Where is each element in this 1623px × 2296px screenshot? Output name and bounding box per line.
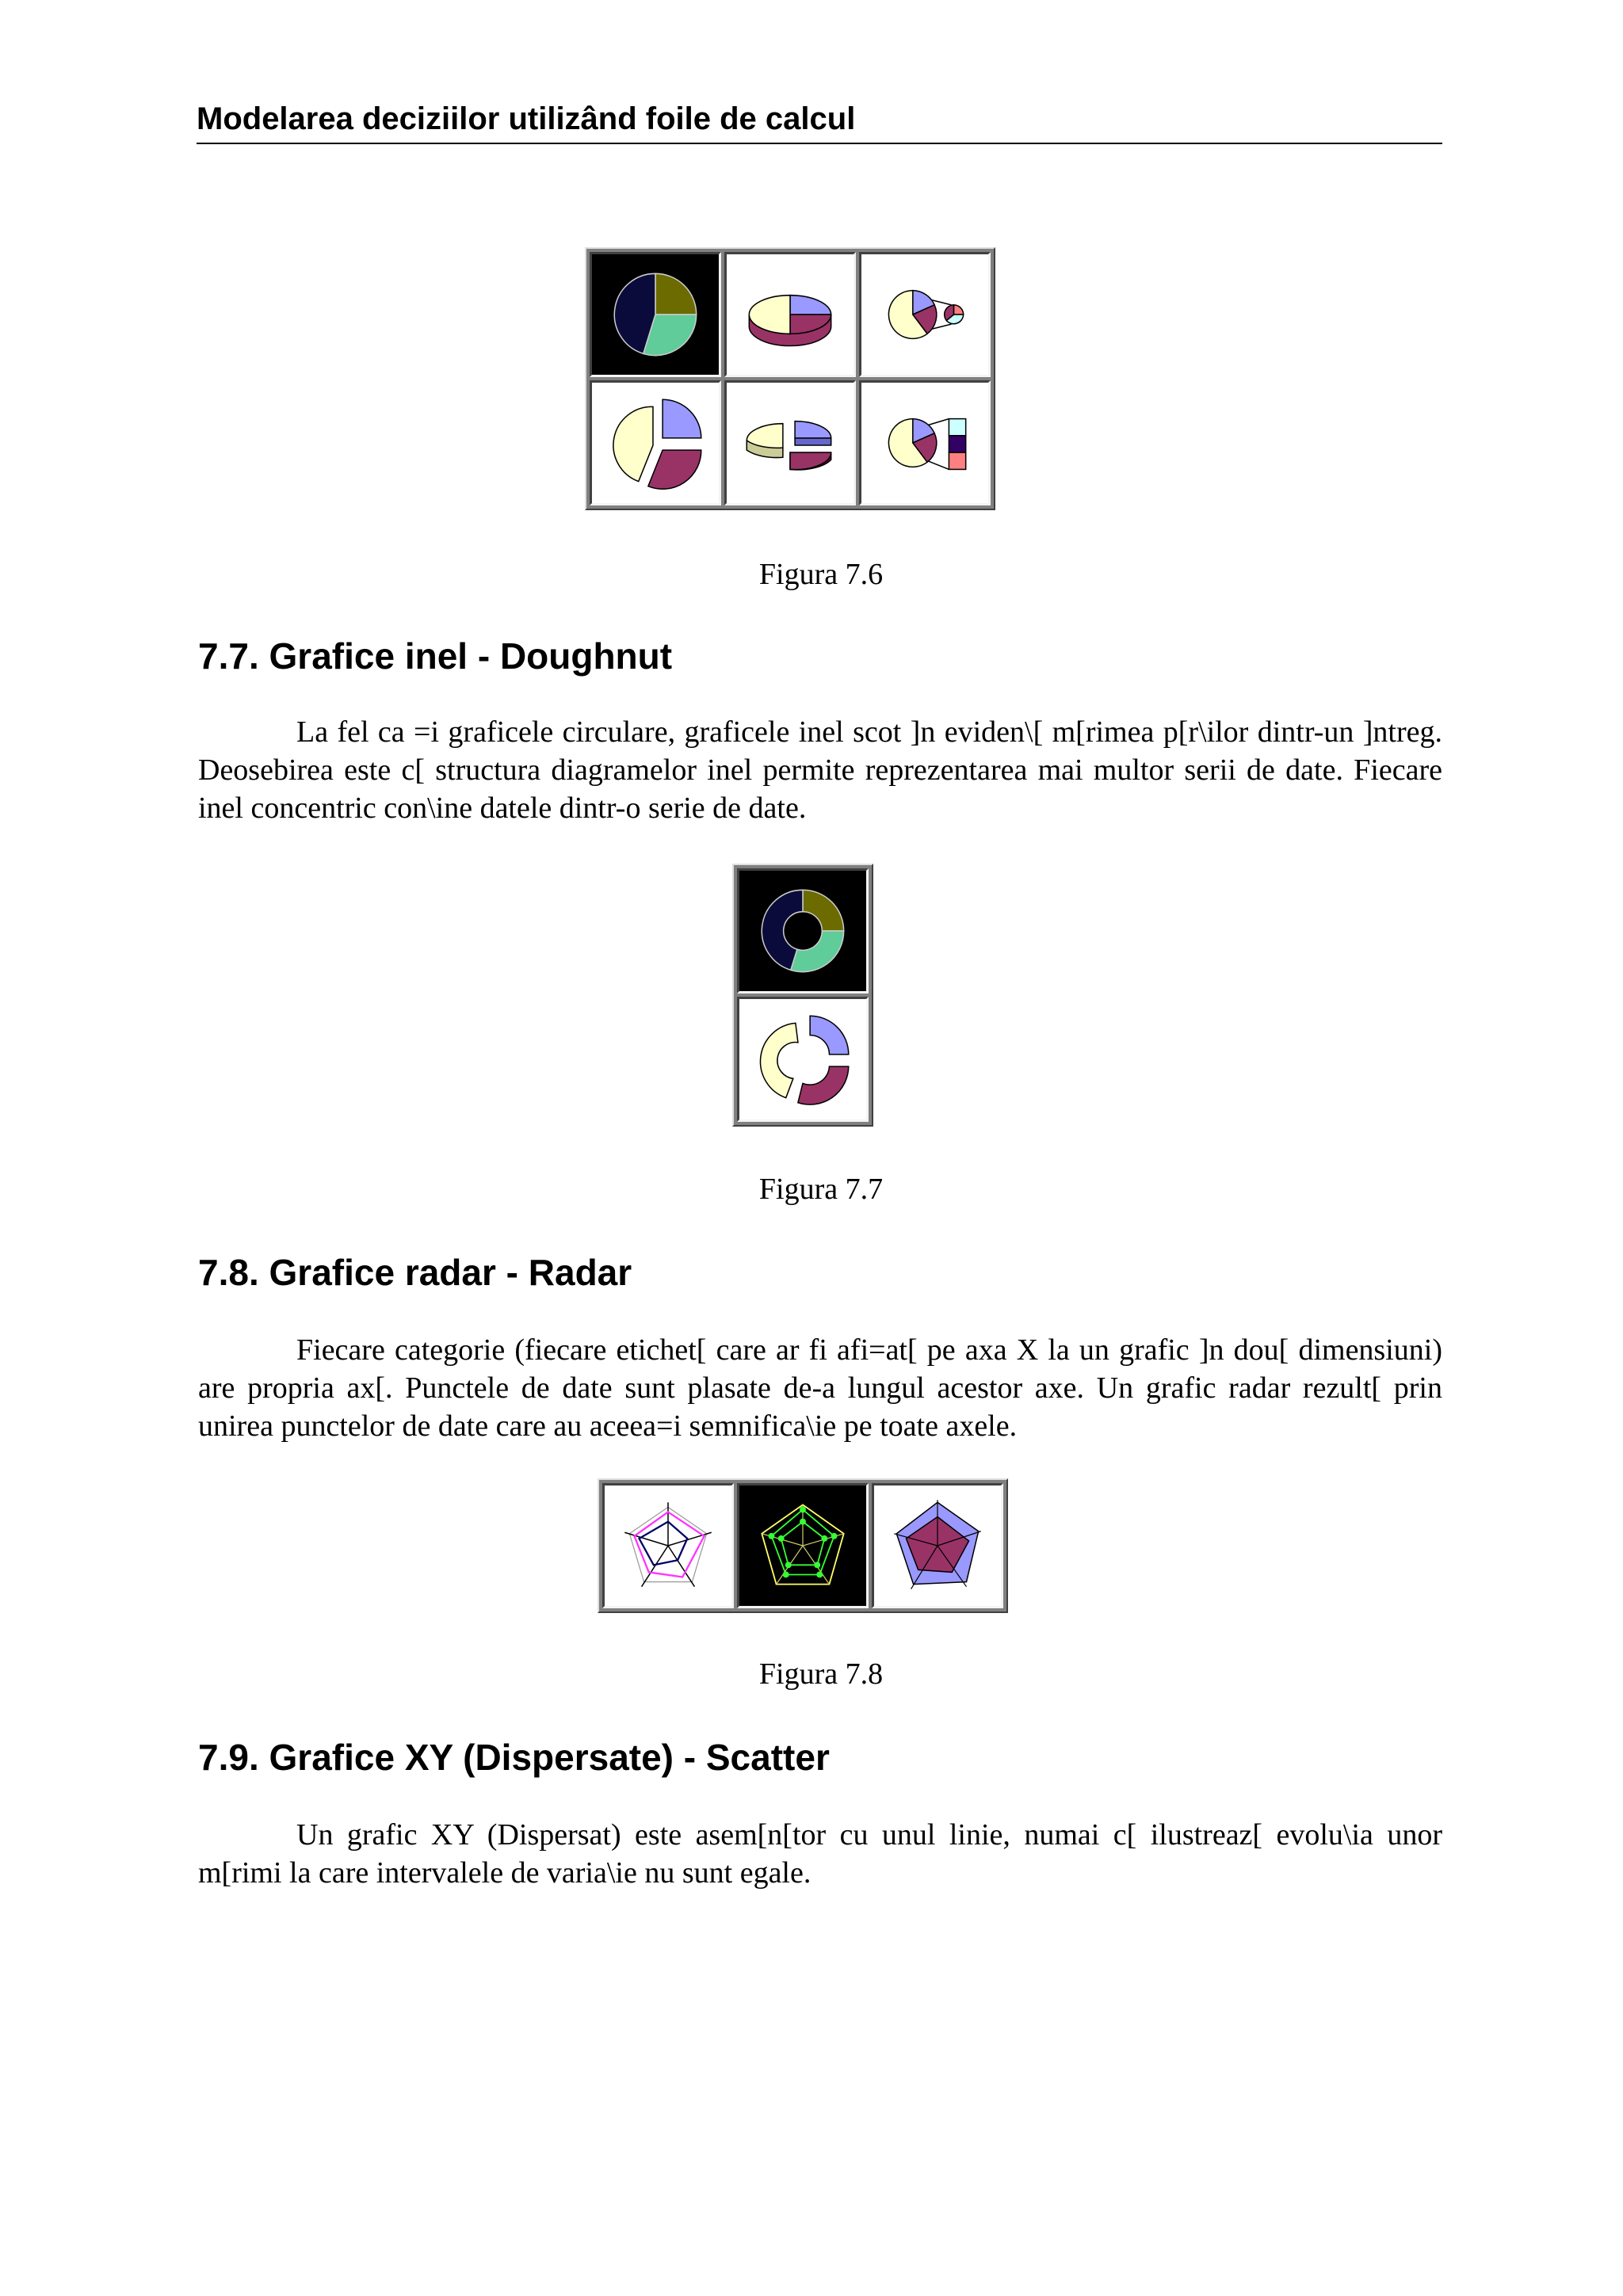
exploded-pie-3d-icon <box>724 380 856 505</box>
section-7-7-heading: 7.7. Grafice inel - Doughnut <box>198 635 673 677</box>
figure-7-6-chart-gallery <box>585 247 995 510</box>
filled-radar-icon <box>872 1483 1003 1608</box>
pie-3d-icon <box>724 252 856 377</box>
section-7-9-paragraph: Un grafic XY (Dispersat) este asem[n[tor cu unul linie, numai c[ ilustreaz[ evolu\ia unor m[rimi la care intervalele de varia\ie nu sunt egale. <box>198 1818 1442 1890</box>
section-7-7-paragraph: La fel ca =i graficele circulare, graficele inel scot ]n eviden\[ m[rimea p[r\ilor dintr-un ]ntreg. Deosebirea este c[ structura diagramelor inel permite reprezentarea mai multor serii de date. Fiecare inel concentric con\ine datele dintr-o serie de date. <box>198 715 1442 825</box>
figure-7-8-caption: Figura 7.8 <box>758 1657 884 1691</box>
pie-of-pie-icon <box>859 252 991 377</box>
pie-2d-icon <box>590 252 721 377</box>
radar-markers-icon <box>737 1483 869 1608</box>
bar-of-pie-icon <box>859 380 991 505</box>
figure-7-7-caption: Figura 7.7 <box>758 1173 884 1206</box>
section-7-9-heading: 7.9. Grafice XY (Dispersate) - Scatter <box>198 1737 830 1778</box>
figure-7-8-chart-gallery <box>598 1478 1008 1613</box>
section-7-8-paragraph: Fiecare categorie (fiecare etichet[ care ar fi afi=at[ pe axa X la un grafic ]n dou[ dimensiuni) are propria ax[. Punctele de date sunt plasate de-a lungul acestor axe. Un grafic radar rezult[ prin unirea punctelor de date care au aceea=i semnifica\ie pe toate axele. <box>198 1333 1442 1443</box>
exploded-pie-icon <box>590 380 721 505</box>
figure-7-7-chart-gallery <box>732 864 873 1127</box>
figure-7-6-caption: Figura 7.6 <box>758 558 884 591</box>
section-7-8-heading: 7.8. Grafice radar - Radar <box>198 1252 632 1293</box>
doughnut-icon <box>737 868 869 994</box>
radar-lines-icon <box>602 1483 734 1608</box>
running-header: Modelarea deciziilor utilizând foile de calcul <box>197 98 1442 144</box>
exploded-doughnut-icon <box>737 997 869 1122</box>
